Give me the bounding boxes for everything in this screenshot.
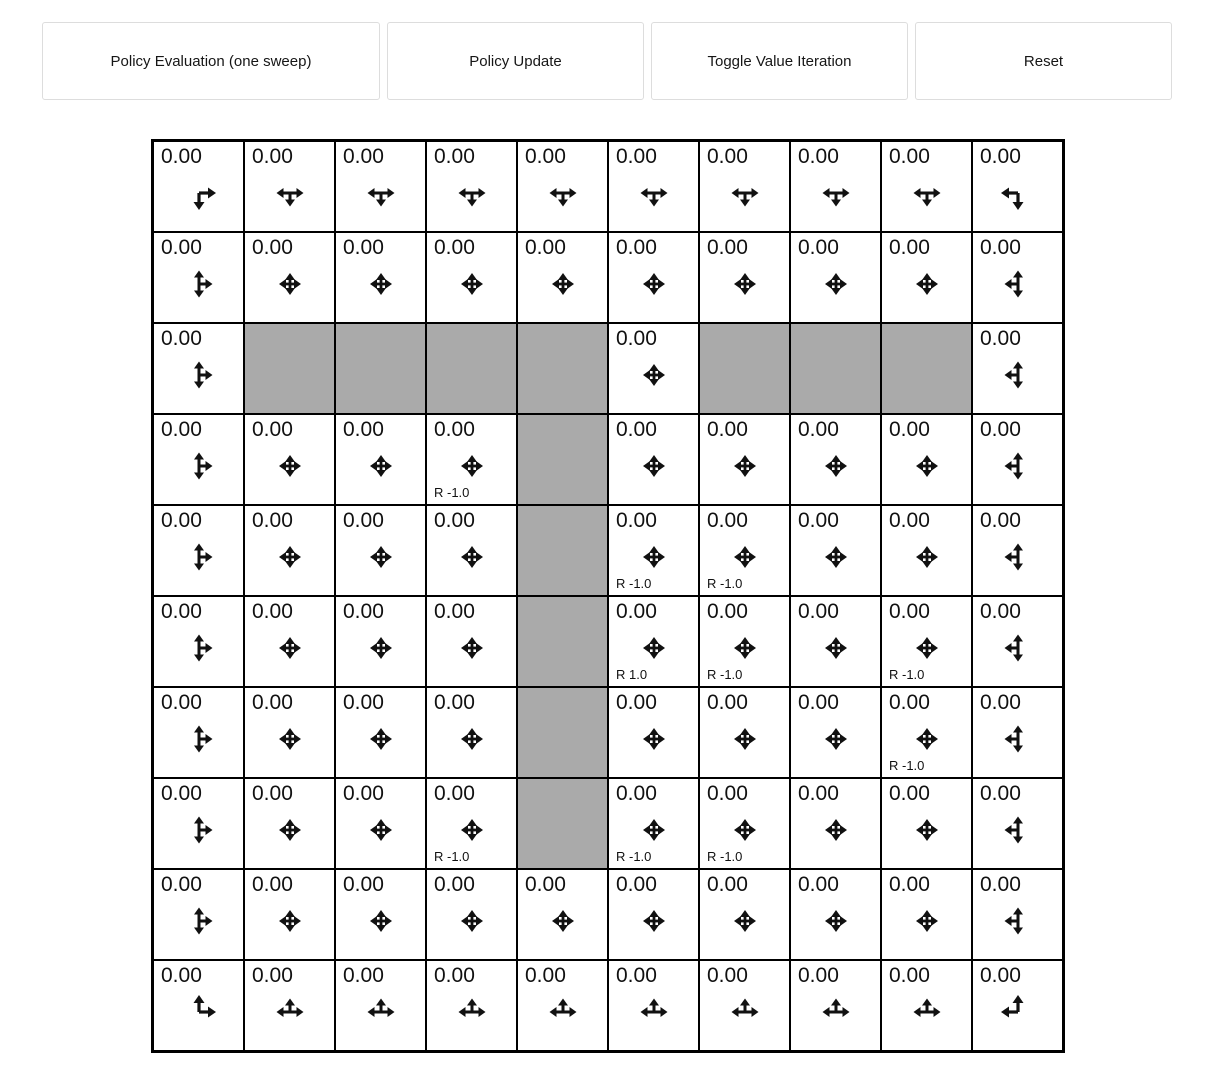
grid-state-cell[interactable]: [790, 505, 881, 596]
policy-arrows-icon: [272, 539, 308, 575]
state-value: 0.00: [161, 964, 202, 987]
grid-wall-cell: [517, 505, 608, 596]
policy-arrows-icon: [181, 903, 217, 939]
state-value: 0.00: [343, 691, 384, 714]
state-value: 0.00: [980, 327, 1021, 350]
policy-arrows-icon: [454, 721, 490, 757]
grid-state-cell[interactable]: [608, 960, 699, 1051]
grid-state-cell[interactable]: [153, 505, 244, 596]
grid-state-cell[interactable]: [517, 960, 608, 1051]
grid-state-cell[interactable]: [790, 687, 881, 778]
grid-state-cell[interactable]: [244, 141, 335, 232]
policy-arrows-icon: [636, 994, 672, 1030]
policy-arrows-icon: [818, 175, 854, 211]
policy-arrows-icon: [181, 721, 217, 757]
toolbar: [0, 0, 1224, 100]
grid-state-cell[interactable]: [426, 141, 517, 232]
state-value: 0.00: [889, 964, 930, 987]
policy-arrows-icon: [818, 539, 854, 575]
state-value: 0.00: [343, 418, 384, 441]
policy-arrows-icon: [727, 539, 763, 575]
state-value: 0.00: [980, 600, 1021, 623]
policy-arrows-icon: [636, 448, 672, 484]
grid-state-cell[interactable]: [790, 778, 881, 869]
grid-state-cell[interactable]: [881, 687, 972, 778]
grid-wall-cell: [517, 414, 608, 505]
grid-state-cell[interactable]: [699, 232, 790, 323]
state-value: 0.00: [434, 691, 475, 714]
state-value: 0.00: [616, 782, 657, 805]
reset-button[interactable]: Reset: [915, 22, 1172, 100]
policy-evaluation-button[interactable]: Policy Evaluation (one sweep): [42, 22, 380, 100]
grid-state-cell[interactable]: [335, 141, 426, 232]
policy-arrows-icon: [181, 357, 217, 393]
policy-arrows-icon: [363, 994, 399, 1030]
policy-arrows-icon: [363, 539, 399, 575]
state-value: 0.00: [980, 964, 1021, 987]
state-value: 0.00: [525, 873, 566, 896]
policy-arrows-icon: [181, 448, 217, 484]
state-value: 0.00: [616, 873, 657, 896]
policy-arrows-icon: [363, 903, 399, 939]
policy-arrows-icon: [909, 448, 945, 484]
state-value: 0.00: [252, 873, 293, 896]
state-value: 0.00: [798, 782, 839, 805]
policy-arrows-icon: [1000, 812, 1036, 848]
grid-state-cell[interactable]: [335, 960, 426, 1051]
reward-label: R 1.0: [616, 667, 648, 682]
policy-arrows-icon: [636, 266, 672, 302]
policy-arrows-icon: [727, 721, 763, 757]
policy-arrows-icon: [363, 721, 399, 757]
policy-arrows-icon: [363, 630, 399, 666]
grid-state-cell[interactable]: [699, 869, 790, 960]
state-value: 0.00: [707, 418, 748, 441]
grid-wall-cell: [517, 778, 608, 869]
policy-arrows-icon: [636, 175, 672, 211]
policy-arrows-icon: [181, 994, 217, 1030]
grid-state-cell[interactable]: [244, 596, 335, 687]
grid-state-cell[interactable]: [426, 414, 517, 505]
grid-state-cell[interactable]: [153, 323, 244, 414]
grid-wall-cell: [699, 323, 790, 414]
grid-wall-cell: [790, 323, 881, 414]
grid-state-cell[interactable]: [881, 141, 972, 232]
grid-state-cell[interactable]: [699, 141, 790, 232]
state-value: 0.00: [252, 600, 293, 623]
policy-arrows-icon: [454, 539, 490, 575]
policy-arrows-icon: [454, 266, 490, 302]
grid-state-cell[interactable]: [972, 505, 1063, 596]
policy-arrows-icon: [909, 266, 945, 302]
policy-arrows-icon: [272, 903, 308, 939]
state-value: 0.00: [161, 418, 202, 441]
policy-arrows-icon: [909, 903, 945, 939]
state-value: 0.00: [889, 873, 930, 896]
state-value: 0.00: [525, 145, 566, 168]
policy-arrows-icon: [818, 630, 854, 666]
grid-state-cell[interactable]: [517, 869, 608, 960]
state-value: 0.00: [252, 509, 293, 532]
grid-state-cell[interactable]: [881, 869, 972, 960]
state-value: 0.00: [343, 873, 384, 896]
policy-arrows-icon: [454, 175, 490, 211]
grid-state-cell[interactable]: [972, 687, 1063, 778]
policy-arrows-icon: [818, 812, 854, 848]
policy-arrows-icon: [727, 266, 763, 302]
state-value: 0.00: [252, 964, 293, 987]
policy-arrows-icon: [1000, 175, 1036, 211]
policy-arrows-icon: [818, 266, 854, 302]
grid-state-cell[interactable]: [153, 232, 244, 323]
grid-state-cell[interactable]: [335, 687, 426, 778]
policy-arrows-icon: [1000, 903, 1036, 939]
grid-state-cell[interactable]: [426, 869, 517, 960]
policy-arrows-icon: [1000, 539, 1036, 575]
policy-arrows-icon: [727, 994, 763, 1030]
grid-state-cell[interactable]: [426, 778, 517, 869]
policy-arrows-icon: [454, 448, 490, 484]
grid-state-cell[interactable]: [790, 141, 881, 232]
state-value: 0.00: [252, 782, 293, 805]
state-value: 0.00: [707, 691, 748, 714]
state-value: 0.00: [707, 873, 748, 896]
policy-arrows-icon: [545, 266, 581, 302]
state-value: 0.00: [798, 964, 839, 987]
grid-state-cell[interactable]: [972, 414, 1063, 505]
state-value: 0.00: [252, 236, 293, 259]
policy-arrows-icon: [272, 175, 308, 211]
state-value: 0.00: [343, 964, 384, 987]
policy-arrows-icon: [545, 994, 581, 1030]
policy-arrows-icon: [727, 630, 763, 666]
policy-arrows-icon: [272, 994, 308, 1030]
grid-state-cell[interactable]: [972, 232, 1063, 323]
policy-arrows-icon: [545, 903, 581, 939]
state-value: 0.00: [161, 509, 202, 532]
toggle-value-iteration-button[interactable]: Toggle Value Iteration: [651, 22, 908, 100]
policy-arrows-icon: [636, 357, 672, 393]
state-value: 0.00: [707, 600, 748, 623]
grid-state-cell[interactable]: [790, 869, 881, 960]
reward-label: R -1.0: [434, 485, 470, 500]
state-value: 0.00: [980, 145, 1021, 168]
policy-arrows-icon: [454, 903, 490, 939]
state-value: 0.00: [616, 327, 657, 350]
state-value: 0.00: [161, 782, 202, 805]
policy-arrows-icon: [636, 903, 672, 939]
state-value: 0.00: [707, 964, 748, 987]
grid-state-cell[interactable]: [699, 505, 790, 596]
state-value: 0.00: [161, 327, 202, 350]
state-value: 0.00: [980, 236, 1021, 259]
policy-arrows-icon: [272, 448, 308, 484]
state-value: 0.00: [616, 509, 657, 532]
grid-state-cell[interactable]: [426, 232, 517, 323]
policy-arrows-icon: [727, 175, 763, 211]
state-value: 0.00: [343, 782, 384, 805]
grid-state-cell[interactable]: [608, 232, 699, 323]
policy-arrows-icon: [909, 539, 945, 575]
grid-state-cell[interactable]: [244, 687, 335, 778]
grid-state-cell[interactable]: [153, 687, 244, 778]
state-value: 0.00: [434, 873, 475, 896]
policy-arrows-icon: [181, 266, 217, 302]
state-value: 0.00: [707, 145, 748, 168]
grid-wall-cell: [244, 323, 335, 414]
grid-state-cell[interactable]: [335, 505, 426, 596]
grid-state-cell[interactable]: [972, 869, 1063, 960]
grid-state-cell[interactable]: [335, 869, 426, 960]
policy-arrows-icon: [636, 812, 672, 848]
grid-state-cell[interactable]: [244, 778, 335, 869]
state-value: 0.00: [798, 418, 839, 441]
state-value: 0.00: [980, 509, 1021, 532]
grid-state-cell[interactable]: [153, 960, 244, 1051]
reward-label: R -1.0: [889, 758, 925, 773]
reward-label: R -1.0: [707, 849, 743, 864]
policy-arrows-icon: [363, 812, 399, 848]
reward-label: R -1.0: [707, 576, 743, 591]
state-value: 0.00: [252, 145, 293, 168]
grid-state-cell[interactable]: [699, 414, 790, 505]
policy-arrows-icon: [181, 175, 217, 211]
reward-label: R -1.0: [616, 849, 652, 864]
grid-state-cell[interactable]: [699, 778, 790, 869]
policy-arrows-icon: [181, 539, 217, 575]
state-value: 0.00: [889, 418, 930, 441]
policy-arrows-icon: [909, 994, 945, 1030]
policy-arrows-icon: [727, 812, 763, 848]
state-value: 0.00: [252, 418, 293, 441]
policy-arrows-icon: [1000, 448, 1036, 484]
state-value: 0.00: [980, 782, 1021, 805]
state-value: 0.00: [889, 145, 930, 168]
grid-state-cell[interactable]: [608, 414, 699, 505]
state-value: 0.00: [161, 236, 202, 259]
grid-state-cell[interactable]: [972, 778, 1063, 869]
policy-arrows-icon: [363, 448, 399, 484]
policy-arrows-icon: [909, 175, 945, 211]
grid-state-cell[interactable]: [153, 778, 244, 869]
state-value: 0.00: [980, 873, 1021, 896]
state-value: 0.00: [980, 691, 1021, 714]
grid-state-cell[interactable]: [790, 414, 881, 505]
grid-wall-cell: [517, 596, 608, 687]
grid-state-cell[interactable]: [244, 505, 335, 596]
policy-arrows-icon: [909, 812, 945, 848]
reward-label: R -1.0: [707, 667, 743, 682]
grid-state-cell[interactable]: [790, 232, 881, 323]
grid-state-cell[interactable]: [608, 869, 699, 960]
state-value: 0.00: [889, 691, 930, 714]
state-value: 0.00: [343, 509, 384, 532]
reward-label: R -1.0: [434, 849, 470, 864]
policy-arrows-icon: [1000, 266, 1036, 302]
state-value: 0.00: [889, 236, 930, 259]
grid-state-cell[interactable]: [608, 596, 699, 687]
state-value: 0.00: [616, 691, 657, 714]
grid-state-cell[interactable]: [153, 141, 244, 232]
grid-state-cell[interactable]: [608, 141, 699, 232]
policy-arrows-icon: [272, 721, 308, 757]
grid-wall-cell: [881, 323, 972, 414]
grid-wall-cell: [517, 687, 608, 778]
policy-arrows-icon: [181, 812, 217, 848]
state-value: 0.00: [161, 691, 202, 714]
policy-arrows-icon: [818, 994, 854, 1030]
grid-state-cell[interactable]: [153, 869, 244, 960]
grid-wall-cell: [517, 323, 608, 414]
state-value: 0.00: [798, 236, 839, 259]
state-value: 0.00: [434, 964, 475, 987]
grid-state-cell[interactable]: [426, 596, 517, 687]
state-value: 0.00: [343, 145, 384, 168]
policy-arrows-icon: [181, 630, 217, 666]
policy-arrows-icon: [272, 630, 308, 666]
policy-arrows-icon: [636, 630, 672, 666]
grid-state-cell[interactable]: [244, 960, 335, 1051]
grid-state-cell[interactable]: [881, 778, 972, 869]
reward-label: R -1.0: [616, 576, 652, 591]
grid-state-cell[interactable]: [517, 232, 608, 323]
state-value: 0.00: [525, 236, 566, 259]
grid-state-cell[interactable]: [972, 141, 1063, 232]
grid-state-cell[interactable]: [244, 414, 335, 505]
state-value: 0.00: [798, 509, 839, 532]
grid-wall-cell: [335, 323, 426, 414]
grid-state-cell[interactable]: [972, 323, 1063, 414]
state-value: 0.00: [616, 964, 657, 987]
gridworld-grid: [151, 139, 1065, 1053]
state-value: 0.00: [889, 782, 930, 805]
grid-state-cell[interactable]: [335, 596, 426, 687]
policy-arrows-icon: [1000, 630, 1036, 666]
policy-arrows-icon: [1000, 721, 1036, 757]
state-value: 0.00: [616, 418, 657, 441]
grid-state-cell[interactable]: [972, 960, 1063, 1051]
state-value: 0.00: [161, 600, 202, 623]
grid-state-cell[interactable]: [608, 323, 699, 414]
state-value: 0.00: [434, 600, 475, 623]
policy-arrows-icon: [909, 721, 945, 757]
state-value: 0.00: [889, 600, 930, 623]
grid-state-cell[interactable]: [153, 596, 244, 687]
policy-arrows-icon: [454, 994, 490, 1030]
policy-arrows-icon: [545, 175, 581, 211]
reward-label: R -1.0: [889, 667, 925, 682]
state-value: 0.00: [980, 418, 1021, 441]
state-value: 0.00: [434, 236, 475, 259]
policy-arrows-icon: [363, 266, 399, 302]
state-value: 0.00: [343, 236, 384, 259]
grid-state-cell[interactable]: [881, 960, 972, 1051]
policy-arrows-icon: [636, 539, 672, 575]
state-value: 0.00: [434, 509, 475, 532]
grid-state-cell[interactable]: [881, 596, 972, 687]
policy-arrows-icon: [636, 721, 672, 757]
grid-state-cell[interactable]: [790, 596, 881, 687]
state-value: 0.00: [161, 145, 202, 168]
state-value: 0.00: [434, 418, 475, 441]
state-value: 0.00: [434, 145, 475, 168]
grid-state-cell[interactable]: [972, 596, 1063, 687]
grid-state-cell[interactable]: [881, 505, 972, 596]
state-value: 0.00: [798, 145, 839, 168]
grid-state-cell[interactable]: [608, 687, 699, 778]
grid-state-cell[interactable]: [244, 869, 335, 960]
grid-state-cell[interactable]: [335, 778, 426, 869]
policy-arrows-icon: [909, 630, 945, 666]
grid-state-cell[interactable]: [881, 414, 972, 505]
grid-state-cell[interactable]: [335, 232, 426, 323]
policy-arrows-icon: [727, 903, 763, 939]
state-value: 0.00: [707, 509, 748, 532]
grid-state-cell[interactable]: [244, 232, 335, 323]
state-value: 0.00: [616, 600, 657, 623]
grid-wall-cell: [426, 323, 517, 414]
grid-state-cell[interactable]: [881, 232, 972, 323]
grid-state-cell[interactable]: [790, 960, 881, 1051]
grid-state-cell[interactable]: [426, 505, 517, 596]
state-value: 0.00: [707, 782, 748, 805]
state-value: 0.00: [889, 509, 930, 532]
state-value: 0.00: [616, 145, 657, 168]
state-value: 0.00: [798, 600, 839, 623]
grid-state-cell[interactable]: [699, 687, 790, 778]
state-value: 0.00: [434, 782, 475, 805]
grid-state-cell[interactable]: [699, 596, 790, 687]
grid-state-cell[interactable]: [608, 505, 699, 596]
policy-update-button[interactable]: Policy Update: [387, 22, 644, 100]
policy-arrows-icon: [818, 448, 854, 484]
policy-arrows-icon: [818, 721, 854, 757]
state-value: 0.00: [525, 964, 566, 987]
policy-arrows-icon: [1000, 357, 1036, 393]
grid-state-cell[interactable]: [426, 687, 517, 778]
state-value: 0.00: [707, 236, 748, 259]
policy-arrows-icon: [818, 903, 854, 939]
policy-arrows-icon: [272, 266, 308, 302]
policy-arrows-icon: [454, 812, 490, 848]
state-value: 0.00: [161, 873, 202, 896]
grid-state-cell[interactable]: [608, 778, 699, 869]
state-value: 0.00: [343, 600, 384, 623]
state-value: 0.00: [252, 691, 293, 714]
policy-arrows-icon: [363, 175, 399, 211]
grid-state-cell[interactable]: [699, 960, 790, 1051]
policy-arrows-icon: [454, 630, 490, 666]
grid-state-cell[interactable]: [426, 960, 517, 1051]
state-value: 0.00: [616, 236, 657, 259]
state-value: 0.00: [798, 691, 839, 714]
state-value: 0.00: [798, 873, 839, 896]
policy-arrows-icon: [1000, 994, 1036, 1030]
policy-arrows-icon: [727, 448, 763, 484]
policy-arrows-icon: [272, 812, 308, 848]
grid-state-cell[interactable]: [335, 414, 426, 505]
grid-state-cell[interactable]: [517, 141, 608, 232]
grid-state-cell[interactable]: [153, 414, 244, 505]
